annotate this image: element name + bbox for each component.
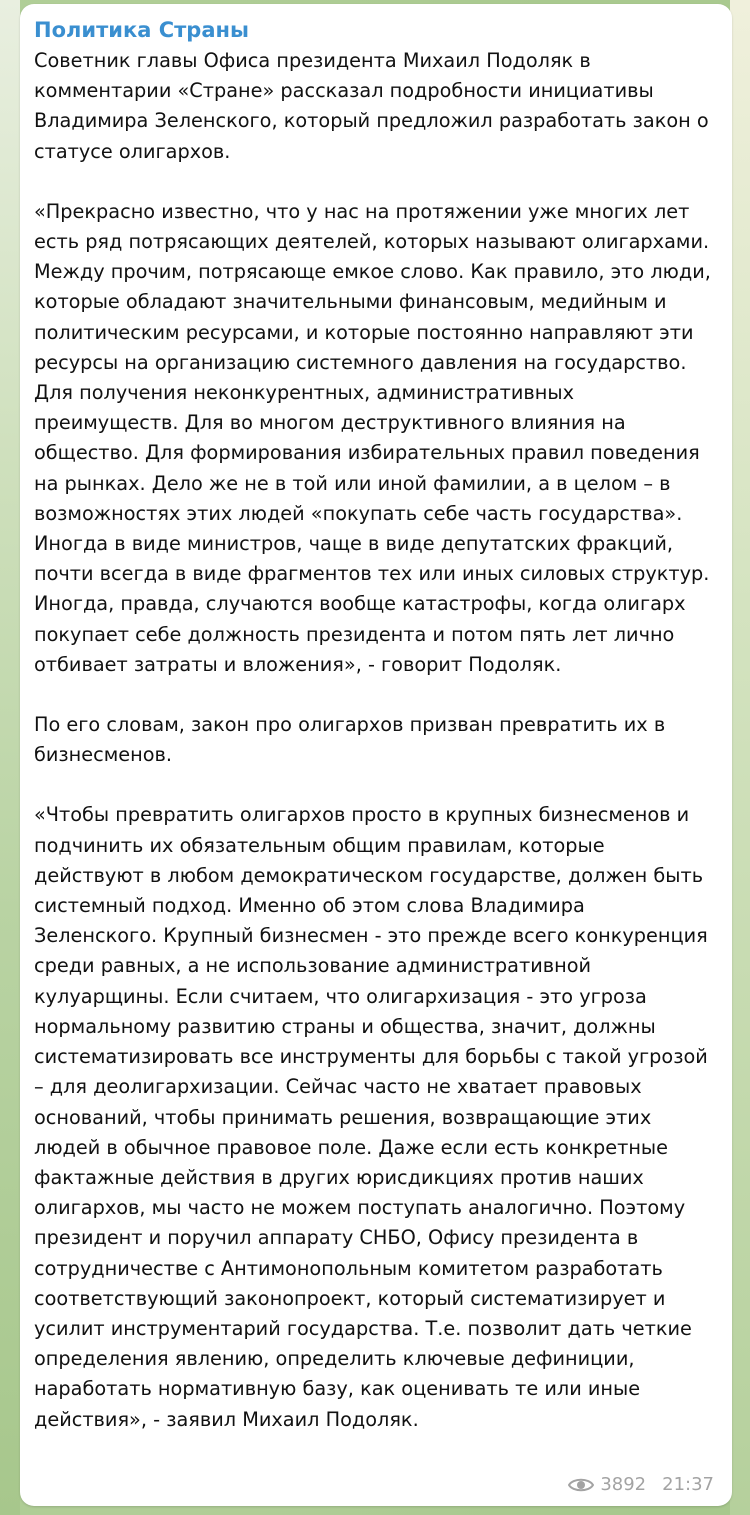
message-paragraph-4: «Чтобы превратить олигархов просто в крупных бизнесменов и подчинить их обязательным общим правилам, которые действуют в любом демократическом государстве, должен быть системный подход. Именно об этом слова Владимира Зеленского. Крупный бизнесмен - это прежде всего конкуренция среди равных, а не использование административной кулуарщины. Если считаем, что олигархизация - это угроза нормальному развитию страны и общества, значит, должны систематизировать все инструменты для борьбы с такой угрозой – для деолигархизации. Сейчас часто не хватает правовых оснований, чтобы принимать решения, возвращающие этих людей в обычное правовое поле. Даже если есть конкретные фактажные действия в других юрисдикциях против наших олигархов, мы часто не можем поступать аналогично. Поэтому президент и поручил аппарату СНБО, Офису президента в сотрудничестве с Антимонопольным комитетом разработать соответствующий законопроект, который систематизирует и усилит инструментарий государства. Т.е. позволит дать четкие определения явлению, определить ключевые дефиниции, наработать нормативную базу, как оценивать те или иные действия», - заявил Михаил Подоляк. <box>34 803 708 1431</box>
eye-icon <box>568 1476 594 1494</box>
paragraph-gap <box>34 770 714 800</box>
message-bubble[interactable] <box>20 4 732 1506</box>
wallpaper-left-edge <box>0 0 20 1515</box>
message-paragraph-2: «Прекрасно известно, что у нас на протяжении уже многих лет есть ряд потрясающих деятелей, которых называют олигархами. Между прочим, потрясающе емкое слово. Как правило, это люди, которые обладают значительными финансовым, медийным и политическим ресурсами, и которые постоянно направляют эти ресурсы на организацию системного давления на государство. Для получения неконкурентных, административных преимуществ. Для во многом деструктивного влияния на общество. Для формирования избирательных правил поведения на рынках. Дело же не в той или иной фамилии, а в целом – в возможностях этих людей «покупать себе часть государства». Иногда в виде министров, чаще в виде депутатских фракций, почти всегда в виде фрагментов тех или иных силовых структур. Иногда, правда, случаются вообще катастрофы, когда олигарх покупает себе должность президента и потом пять лет лично отбивает затраты и вложения», - говорит Подоляк. <box>34 199 711 676</box>
paragraph-gap <box>34 680 714 710</box>
view-count: 3892 <box>600 1474 647 1495</box>
message-paragraph-3: По его словам, закон про олигархов призван превратить их в бизнесменов. <box>34 713 666 767</box>
message-paragraph-1: Советник главы Офиса президента Михаил Подоляк в комментарии «Стране» рассказал подробности инициативы Владимира Зеленского, который предложил разработать закон о статусе олигархов. <box>34 49 709 163</box>
message-time: 21:37 <box>662 1474 714 1495</box>
channel-name[interactable]: Политика Страны <box>34 18 250 42</box>
paragraph-gap <box>34 167 714 197</box>
wallpaper-right-edge <box>730 0 750 1515</box>
message-meta <box>568 1474 714 1496</box>
